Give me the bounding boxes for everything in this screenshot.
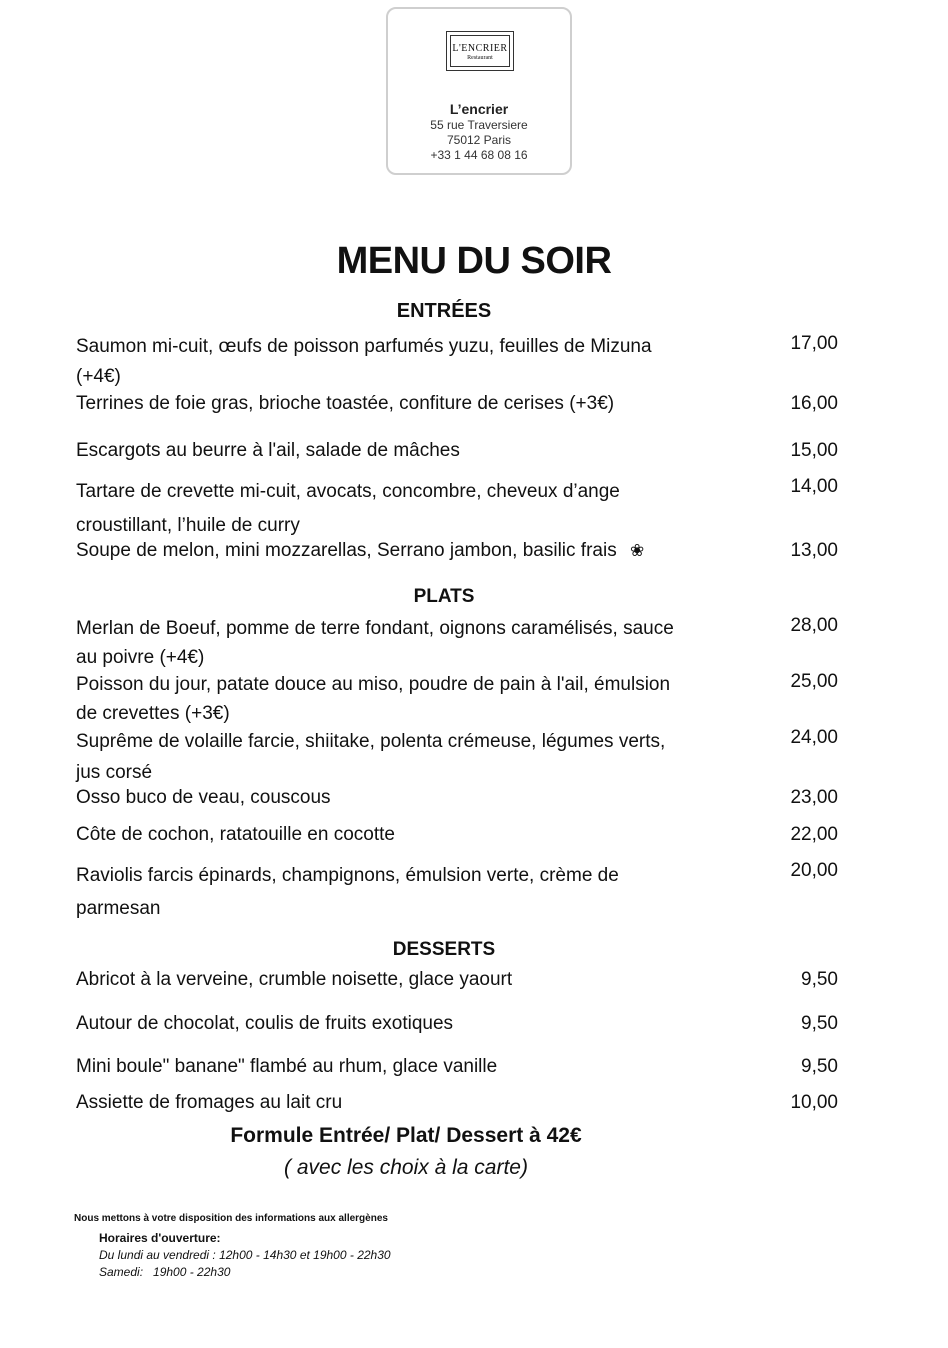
section-title-entrees: ENTRÉES <box>396 300 492 322</box>
item-price: 15,00 <box>790 440 838 461</box>
item-price: 17,00 <box>790 333 838 354</box>
item-price: 28,00 <box>790 615 838 636</box>
set-menu-note: ( avec les choix à la carte) <box>284 1156 528 1179</box>
restaurant-card <box>386 7 572 175</box>
item-price: 23,00 <box>790 787 838 808</box>
item-price: 10,00 <box>790 1092 838 1113</box>
opening-hours-weekdays: Du lundi au vendredi : 12h00 - 14h30 et 19h00 - 22h30 <box>99 1248 391 1262</box>
restaurant-name: L’encrier <box>449 101 509 117</box>
restaurant-logo: L'ENCRIER Restaurant <box>446 31 514 71</box>
section-title-desserts: DESSERTS <box>392 939 496 960</box>
item-price: 20,00 <box>790 860 838 881</box>
opening-hours-saturday: Samedi: 19h00 - 22h30 <box>99 1265 231 1279</box>
item-price: 16,00 <box>790 393 838 414</box>
item-price: 24,00 <box>790 727 838 748</box>
item-price: 25,00 <box>790 671 838 692</box>
phone-number: +33 1 44 68 08 16 <box>430 148 528 162</box>
address-line1: 55 rue Traversiere <box>430 118 528 132</box>
item-price: 9,50 <box>801 1013 838 1034</box>
page-title: MENU DU SOIR <box>336 240 612 282</box>
item-price: 13,00 <box>790 540 838 561</box>
allergen-note: Nous mettons à votre disposition des informations aux allergènes <box>74 1213 388 1224</box>
item-price: 9,50 <box>801 969 838 990</box>
section-title-plats: PLATS <box>413 586 475 607</box>
item-price: 22,00 <box>790 824 838 845</box>
item-price: 14,00 <box>790 476 838 497</box>
flower-icon: ❀ <box>629 541 645 560</box>
set-menu-formula: Formule Entrée/ Plat/ Dessert à 42€ <box>230 1124 582 1147</box>
address-line2: 75012 Paris <box>446 133 512 147</box>
item-price: 9,50 <box>801 1056 838 1077</box>
opening-hours-title: Horaires d'ouverture: <box>99 1231 221 1245</box>
